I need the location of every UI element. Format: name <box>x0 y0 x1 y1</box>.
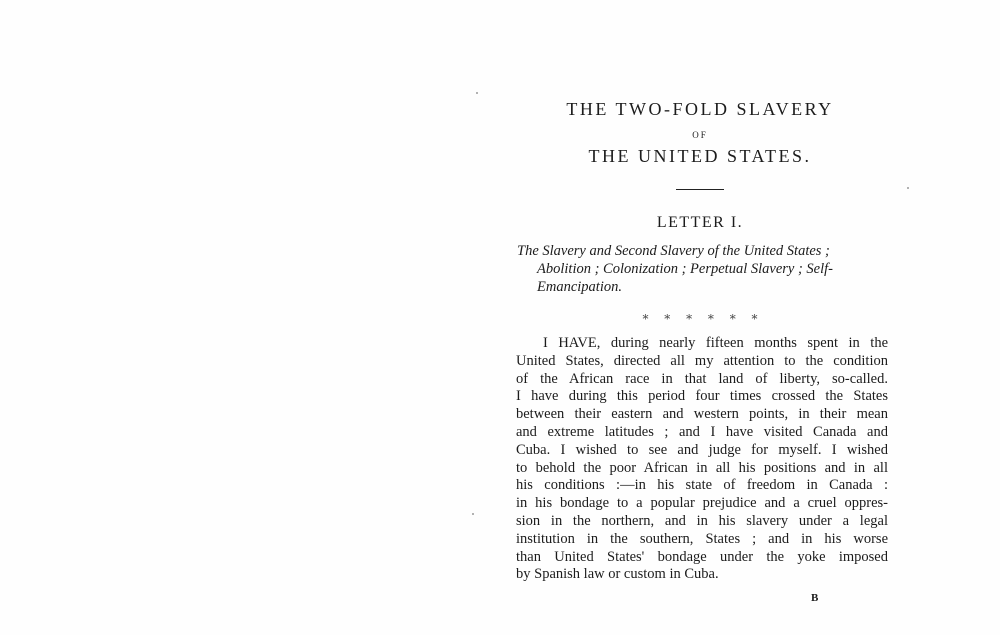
chapter-summary <box>517 242 889 296</box>
scan-speck <box>472 513 474 515</box>
body-line: in his bondage to a popular prejudice and a cruel oppres- <box>516 495 888 512</box>
body-line: his conditions :—in his state of freedom in Canada : <box>516 477 888 494</box>
book-title: THE TWO-FOLD SLAVERY <box>566 99 834 119</box>
letter-heading: LETTER I. <box>656 214 744 231</box>
scan-speck <box>907 187 909 189</box>
body-line: sion in the northern, and in his slavery under a legal <box>516 512 888 529</box>
body-line: institution in the southern, States ; and in his worse <box>516 530 888 547</box>
title-connector: OF <box>692 130 708 140</box>
body-line: I have during this period four times crossed the States <box>516 388 888 405</box>
body-line: between their eastern and western points, in their mean <box>516 406 888 423</box>
summary-line: Abolition ; Colonization ; Perpetual Slavery ; Self- <box>537 261 833 277</box>
summary-line: The Slavery and Second Slavery of the United States ; <box>517 243 830 259</box>
body-line: I HAVE, during nearly fifteen months spent in the <box>543 335 888 351</box>
body-line: to behold the poor African in all his positions and in all <box>516 459 888 476</box>
body-line: than United States' bondage under the yoke imposed <box>516 548 888 565</box>
title-divider <box>676 189 724 190</box>
body-paragraph <box>516 335 888 584</box>
catchword: B <box>811 592 820 604</box>
body-line: by Spanish law or custom in Cuba. <box>516 566 719 583</box>
summary-line: Emancipation. <box>537 279 622 295</box>
section-ornament: * * * * * * <box>642 312 758 326</box>
body-line: Cuba. I wished to see and judge for myself. I wished <box>516 441 888 458</box>
book-subtitle: THE UNITED STATES. <box>588 146 812 166</box>
body-line: and extreme latitudes ; and I have visited Canada and <box>516 423 888 440</box>
body-line: United States, directed all my attention to the condition <box>516 352 888 369</box>
body-line: of the African race in that land of liberty, so-called. <box>516 370 888 387</box>
scan-speck <box>476 92 478 94</box>
